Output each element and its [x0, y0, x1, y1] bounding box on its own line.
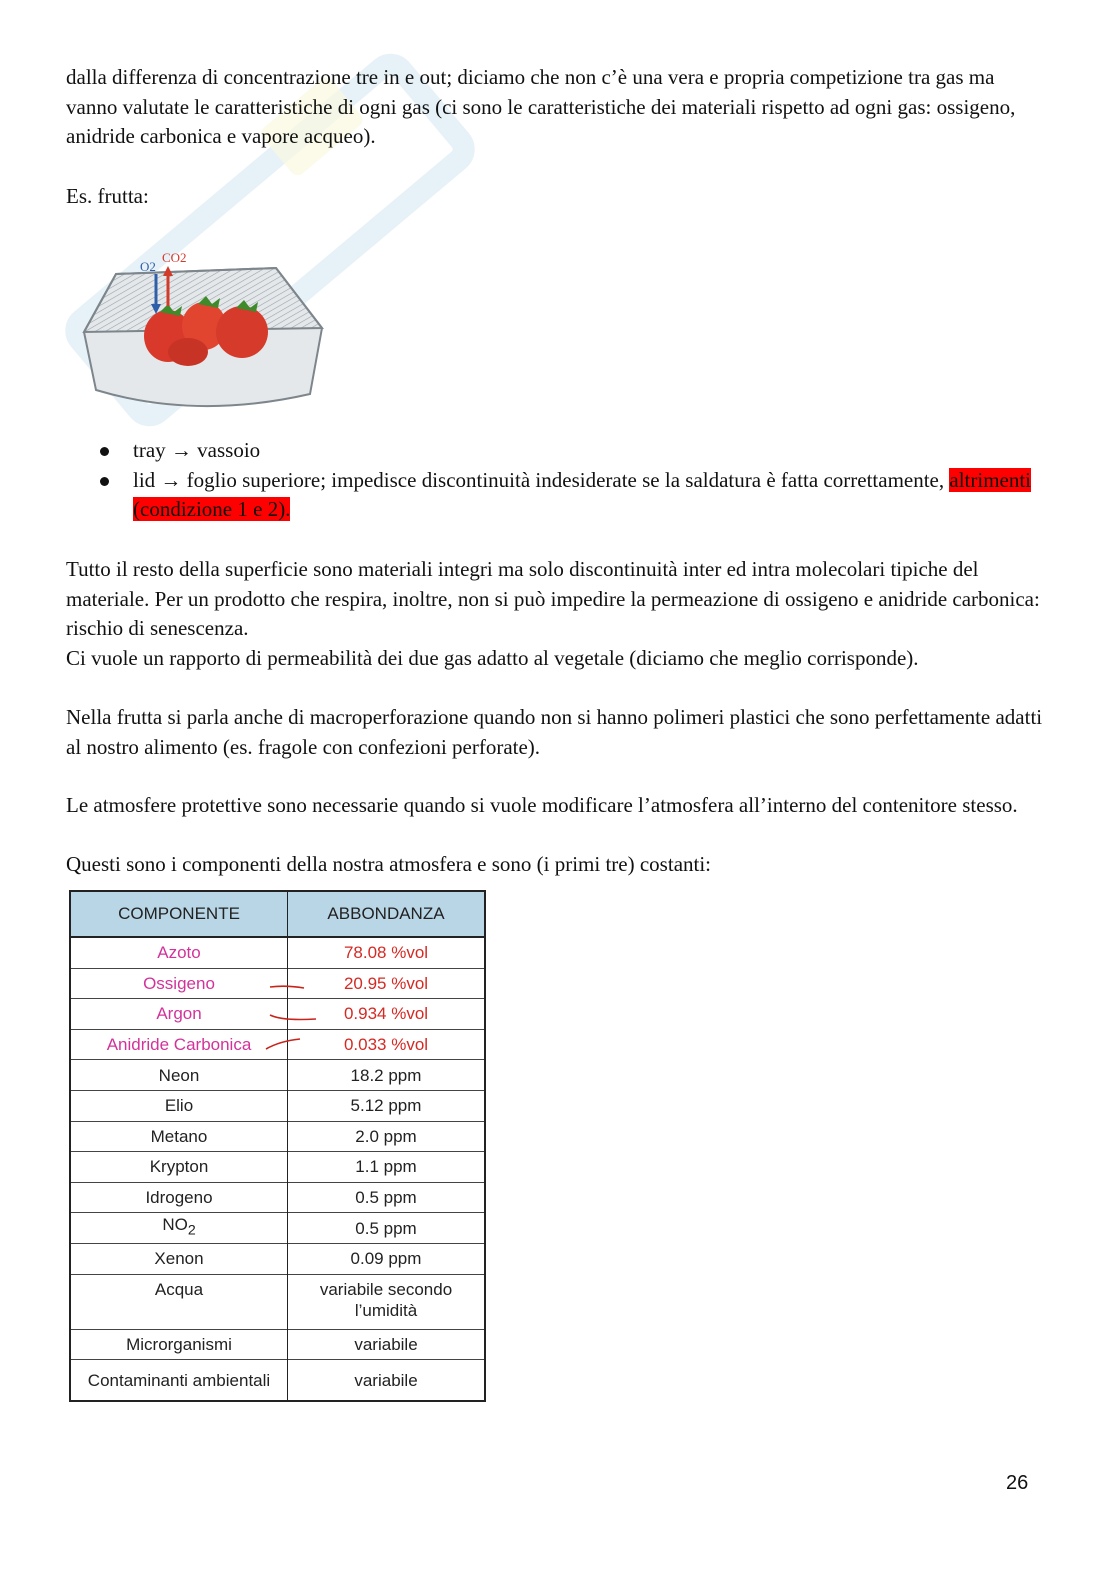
bullet-tray: [66, 436, 1046, 466]
abundance-line2: l’umidità: [354, 1300, 418, 1320]
abundance-cell: variabile: [288, 1329, 486, 1360]
o2-label: O2: [140, 259, 156, 274]
abundance-cell: 78.08 %vol: [288, 937, 486, 968]
bullet-lid: [66, 466, 1046, 525]
abundance-cell: [288, 1274, 486, 1329]
component-cell: Azoto: [70, 937, 288, 968]
abundance-cell: 20.95 %vol: [288, 968, 486, 999]
abundance-cell: 0.5 ppm: [288, 1213, 486, 1244]
table-row: [70, 1329, 485, 1360]
bullet-icon: [100, 447, 109, 456]
table-row: [70, 1213, 485, 1244]
abundance-cell: 18.2 ppm: [288, 1060, 486, 1091]
component-cell: [70, 1213, 288, 1244]
abundance-line1: variabile secondo: [319, 1279, 453, 1299]
abundance-cell: variabile: [288, 1360, 486, 1402]
header-component: COMPONENTE: [70, 891, 288, 937]
bullet-lid-highlight: altrimenti (condizione 1 e 2).: [133, 467, 1032, 521]
intro-paragraph: dalla differenza di concentrazione tre in e out; diciamo che non c’è una vera e propria competizione tra gas ma vanno valutate le caratteristiche di ogni gas (ci sono le caratteristiche dei materiali rispetto ad ogni gas: ossigeno, anidride carbonica e vapore acqueo).: [66, 65, 1016, 148]
table-row: [70, 1121, 485, 1152]
abundance-cell: 0.09 ppm: [288, 1243, 486, 1274]
table-row: [70, 937, 485, 968]
abundance-cell: 0.033 %vol: [288, 1029, 486, 1060]
table-row: [70, 1182, 485, 1213]
page-number: 26: [1006, 1472, 1029, 1494]
abundance-cell: 5.12 ppm: [288, 1090, 486, 1121]
table-row: [70, 1360, 485, 1402]
atmosphere-components-table: [69, 890, 486, 1402]
table-row: [70, 1274, 485, 1329]
component-cell: Idrogeno: [70, 1182, 288, 1213]
table-row: [70, 999, 485, 1030]
table-row: [70, 968, 485, 999]
component-cell: Acqua: [70, 1274, 288, 1329]
component-cell: Contaminanti ambientali: [70, 1360, 288, 1402]
table-row: [70, 1243, 485, 1274]
component-cell: Krypton: [70, 1152, 288, 1183]
bullet-list: [66, 436, 1046, 525]
component-no2-subscript: 2: [187, 1222, 196, 1239]
component-cell: Elio: [70, 1090, 288, 1121]
abundance-cell: 0.934 %vol: [288, 999, 486, 1030]
macroperforation-paragraph: Nella frutta si parla anche di macroperforazione quando non si hanno polimeri plastici che sono perfettamente adatti al nostro alimento (es. fragole con confezioni perforate).: [66, 705, 1043, 759]
header-abundance: ABBONDANZA: [288, 891, 486, 937]
abundance-cell: 2.0 ppm: [288, 1121, 486, 1152]
protective-atmosphere-paragraph: Le atmosfere protettive sono necessarie quando si vuole modificare l’atmosfera all’interno del contenitore stesso.: [66, 793, 1018, 817]
component-cell: Microrganismi: [70, 1329, 288, 1360]
component-cell: Ossigeno: [70, 968, 288, 999]
rest-surface-paragraph: Tutto il resto della superficie sono materiali integri ma solo discontinuità inter ed intra molecolari tipiche del materiale. Per un prodotto che respira, inoltre, non si può impedire la permeazione di ossigeno e anidride carbonica: rischio di senescenza.: [66, 557, 1040, 640]
table-row: [70, 1090, 485, 1121]
components-intro-paragraph: Questi sono i componenti della nostra atmosfera e sono (i primi tre) costanti:: [66, 852, 712, 876]
component-cell: Xenon: [70, 1243, 288, 1274]
bullet-lid-text: lid → foglio superiore; impedisce discontinuità indesiderate se la saldatura è fatta correttamente,: [133, 467, 950, 492]
bullet-icon: [100, 477, 109, 486]
example-label: Es. frutta:: [66, 184, 149, 208]
ratio-paragraph: Ci vuole un rapporto di permeabilità dei due gas adatto al vegetale (diciamo che meglio corrisponde).: [66, 646, 919, 670]
table-row: [70, 1060, 485, 1091]
component-cell: Argon: [70, 999, 288, 1030]
component-cell: Neon: [70, 1060, 288, 1091]
bullet-tray-text: tray → vassoio: [133, 438, 261, 462]
component-cell: Anidride Carbonica: [70, 1029, 288, 1060]
component-no2: NO: [162, 1215, 188, 1235]
table-row: [70, 1029, 485, 1060]
component-cell: Metano: [70, 1121, 288, 1152]
strawberry-tray-illustration: [76, 244, 326, 419]
table-row: [70, 1152, 485, 1183]
table-header-row: [70, 891, 485, 937]
abundance-cell: 1.1 ppm: [288, 1152, 486, 1183]
abundance-cell: 0.5 ppm: [288, 1182, 486, 1213]
co2-label: CO2: [162, 250, 187, 265]
